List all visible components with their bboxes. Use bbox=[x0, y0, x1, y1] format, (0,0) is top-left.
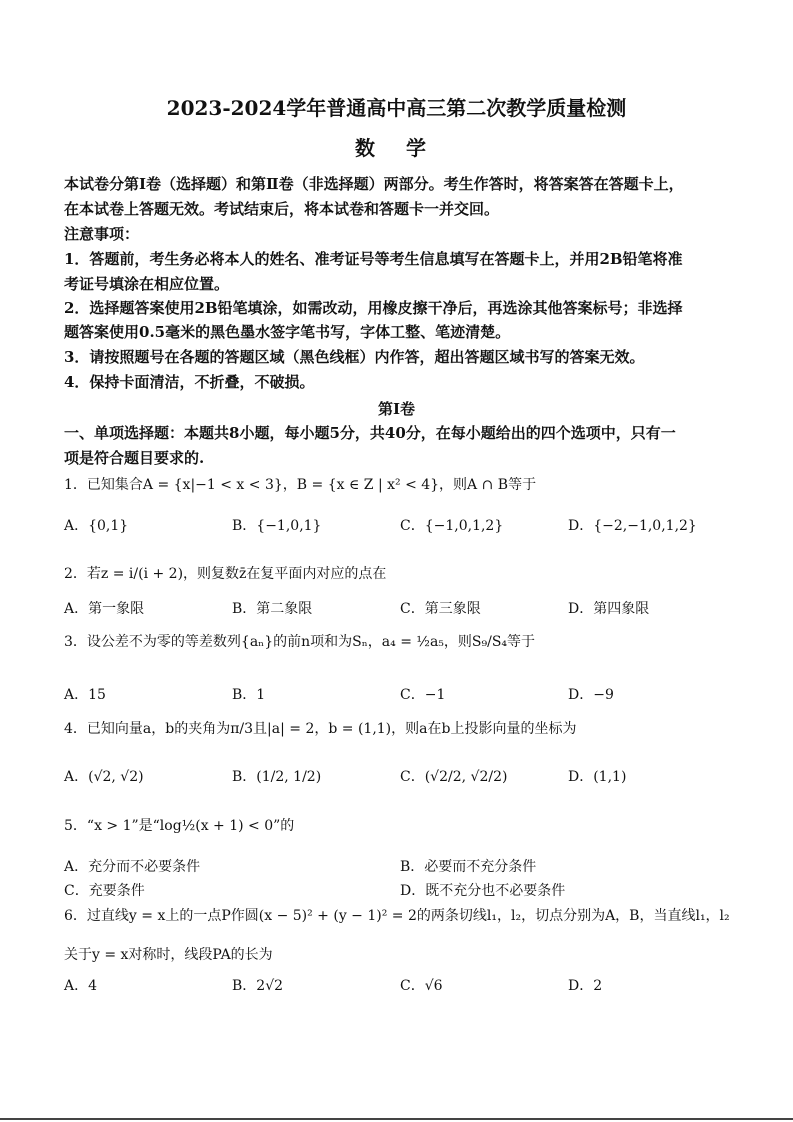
q2-option-d: D．第四象限 bbox=[568, 601, 650, 617]
notes-heading: 注意事项： bbox=[64, 225, 140, 243]
q4-option-b: B．(1/2, 1/2) bbox=[232, 769, 322, 785]
q6-option-a: A．4 bbox=[64, 978, 98, 994]
q6-option-d: D．2 bbox=[568, 978, 603, 994]
question-1-stem: 1．已知集合A = {x|−1 < x < 3}，B = {x ∈ Z | x² < 4}，则A ∩ B等于 bbox=[64, 477, 537, 493]
q5-option-c: C．充要条件 bbox=[64, 883, 145, 899]
note-3: 3．请按照题号在各题的答题区域（黑色线框）内作答，超出答题区域书写的答案无效。 bbox=[64, 348, 645, 366]
q1-option-a: A．{0,1} bbox=[64, 518, 129, 534]
q4-option-c: C．(√2/2, √2/2) bbox=[400, 769, 508, 785]
subject-title: 数 学 bbox=[355, 136, 438, 160]
section-heading-1: 一、单项选择题：本题共8小题，每小题5分，共40分，在每小题给出的四个选项中，只有一 bbox=[64, 424, 676, 442]
footer-divider bbox=[0, 1118, 793, 1120]
volume-heading: 第Ⅰ卷 bbox=[377, 400, 416, 418]
q2-option-c: C．第三象限 bbox=[400, 601, 481, 617]
note-4: 4．保持卡面清洁，不折叠，不破损。 bbox=[64, 373, 315, 391]
q5-option-d: D．既不充分也不必要条件 bbox=[400, 883, 566, 899]
note-2a: 2．选择题答案使用2B铅笔填涂，如需改动，用橡皮擦干净后，再选涂其他答案标号；非选择 bbox=[64, 299, 683, 317]
q3-option-b: B．1 bbox=[232, 687, 266, 703]
q1-option-c: C．{−1,0,1,2} bbox=[400, 518, 504, 534]
question-4-stem: 4．已知向量a，b的夹角为π/3且|a| = 2，b = (1,1)，则a在b上投影向量的坐标为 bbox=[64, 721, 577, 737]
q5-option-a: A．充分而不必要条件 bbox=[64, 859, 201, 875]
intro-line-1: 本试卷分第Ⅰ卷（选择题）和第Ⅱ卷（非选择题）两部分。考生作答时，将答案答在答题卡上， bbox=[64, 175, 684, 193]
note-2b: 题答案使用0.5毫米的黑色墨水签字笔书写，字体工整、笔迹清楚。 bbox=[64, 323, 511, 341]
q3-option-a: A．15 bbox=[64, 687, 106, 703]
q3-option-d: D．−9 bbox=[568, 687, 614, 703]
q1-option-b: B．{−1,0,1} bbox=[232, 518, 322, 534]
q4-option-d: D．(1,1) bbox=[568, 769, 627, 785]
q1-option-d: D．{−2,−1,0,1,2} bbox=[568, 518, 697, 534]
q2-option-a: A．第一象限 bbox=[64, 601, 145, 617]
note-1b: 考证号填涂在相应位置。 bbox=[64, 275, 230, 293]
q6-option-c: C．√6 bbox=[400, 978, 443, 994]
q5-option-b: B．必要而不充分条件 bbox=[400, 859, 537, 875]
note-1a: 1．答题前，考生务必将本人的姓名、准考证号等考生信息填写在答题卡上，并用2B铅笔将准 bbox=[64, 250, 683, 268]
question-2-stem: 2．若z = i/(i + 2)，则复数z̄在复平面内对应的点在 bbox=[64, 566, 387, 582]
intro-line-2: 在本试卷上答题无效。考试结束后，将本试卷和答题卡一并交回。 bbox=[64, 200, 500, 218]
q4-option-a: A．(√2, √2) bbox=[64, 769, 144, 785]
section-heading-2: 项是符合题目要求的. bbox=[64, 449, 205, 467]
question-6-stem-1: 6．过直线y = x上的一点P作圆(x − 5)² + (y − 1)² = 2的两条切线l₁，l₂，切点分别为A，B，当直线l₁，l₂ bbox=[64, 908, 730, 924]
question-6-stem-2: 关于y = x对称时，线段PA的长为 bbox=[64, 947, 273, 963]
q3-option-c: C．−1 bbox=[400, 687, 446, 703]
q6-option-b: B．2√2 bbox=[232, 978, 284, 994]
exam-title: 2023-2024学年普通高中高三第二次教学质量检测 bbox=[166, 96, 627, 120]
question-5-stem: 5．“x > 1”是“log½(x + 1) < 0”的 bbox=[64, 818, 295, 834]
q2-option-b: B．第二象限 bbox=[232, 601, 313, 617]
question-3-stem: 3．设公差不为零的等差数列{aₙ}的前n项和为Sₙ，a₄ = ½a₅，则S₉/S₄等于 bbox=[64, 634, 536, 650]
